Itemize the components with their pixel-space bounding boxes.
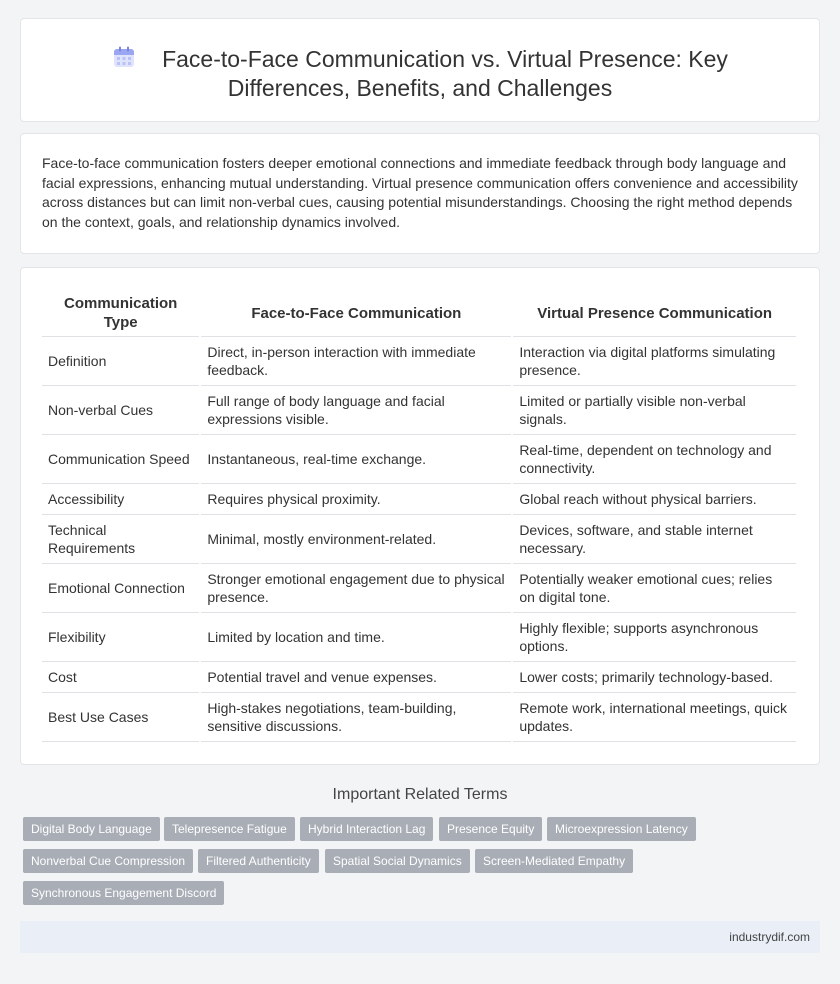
calendar-icon xyxy=(112,45,136,69)
table-row xyxy=(42,385,797,434)
face-to-face-cell: Instantaneous, real-time exchange. xyxy=(200,434,512,483)
face-to-face-cell: Potential travel and venue expenses. xyxy=(200,661,512,692)
virtual-cell: Lower costs; primarily technology-based. xyxy=(512,661,797,692)
related-term-tag[interactable]: Spatial Social Dynamics xyxy=(325,849,470,873)
face-to-face-cell: Full range of body language and facial expressions visible. xyxy=(200,385,512,434)
virtual-cell: Highly flexible; supports asynchronous options. xyxy=(512,612,797,661)
related-terms-title: Important Related Terms xyxy=(332,786,508,803)
header-face-to-face: Face-to-Face Communication xyxy=(200,291,512,336)
face-to-face-cell: Minimal, mostly environment-related. xyxy=(200,514,512,563)
related-term-tag[interactable]: Hybrid Interaction Lag xyxy=(300,817,433,841)
face-to-face-cell: Direct, in-person interaction with immediate feedback. xyxy=(200,336,512,385)
row-label: Accessibility xyxy=(42,483,200,514)
row-label: Emotional Connection xyxy=(42,563,200,612)
face-to-face-cell: High-stakes negotiations, team-building, sensitive discussions. xyxy=(200,692,512,741)
virtual-cell: Potentially weaker emotional cues; relies on digital tone. xyxy=(512,563,797,612)
comparison-table-card xyxy=(20,267,820,765)
row-label: Definition xyxy=(42,336,200,385)
table-row xyxy=(42,612,797,661)
row-label: Technical Requirements xyxy=(42,514,200,563)
row-label: Cost xyxy=(42,661,200,692)
footer-site-name[interactable]: industrydif.com xyxy=(729,930,810,944)
page-title: Face-to-Face Communication vs. Virtual Presence: Key Differences, Benefits, and Challenges xyxy=(162,46,728,101)
related-term-tag[interactable]: Filtered Authenticity xyxy=(198,849,319,873)
virtual-cell: Real-time, dependent on technology and connectivity. xyxy=(512,434,797,483)
face-to-face-cell: Requires physical proximity. xyxy=(200,483,512,514)
table-header-row xyxy=(42,291,797,336)
comparison-table xyxy=(42,291,798,742)
table-row xyxy=(42,336,797,385)
header-virtual-presence: Virtual Presence Communication xyxy=(512,291,797,336)
row-label: Communication Speed xyxy=(42,434,200,483)
table-row xyxy=(42,692,797,741)
related-term-tag[interactable]: Synchronous Engagement Discord xyxy=(23,881,224,905)
related-term-tag[interactable]: Presence Equity xyxy=(439,817,542,841)
face-to-face-cell: Limited by location and time. xyxy=(200,612,512,661)
virtual-cell: Devices, software, and stable internet necessary. xyxy=(512,514,797,563)
intro-text: Face-to-face communication fosters deeper emotional connections and immediate feedback through body language and facial expressions, enhancing mutual understanding. Virtual presence communication offers convenience and accessibility across distances but can limit non-verbal cues, causing potential misunderstandings. Choosing the right method depends on the context, goals, and relationship dynamics involved. xyxy=(42,155,798,230)
face-to-face-cell: Stronger emotional engagement due to physical presence. xyxy=(200,563,512,612)
row-label: Flexibility xyxy=(42,612,200,661)
related-term-tag[interactable]: Nonverbal Cue Compression xyxy=(23,849,193,873)
footer xyxy=(20,921,820,953)
related-term-tag[interactable]: Telepresence Fatigue xyxy=(164,817,295,841)
related-term-tag[interactable]: Microexpression Latency xyxy=(547,817,696,841)
row-label: Best Use Cases xyxy=(42,692,200,741)
table-row xyxy=(42,483,797,514)
table-row xyxy=(42,563,797,612)
title-card xyxy=(20,18,820,122)
row-label: Non-verbal Cues xyxy=(42,385,200,434)
virtual-cell: Interaction via digital platforms simulating presence. xyxy=(512,336,797,385)
page-title-wrap xyxy=(21,45,819,103)
intro-card xyxy=(20,133,820,254)
header-communication-type: Communication Type xyxy=(42,291,200,336)
virtual-cell: Limited or partially visible non-verbal signals. xyxy=(512,385,797,434)
table-row xyxy=(42,514,797,563)
virtual-cell: Remote work, international meetings, quick updates. xyxy=(512,692,797,741)
table-row xyxy=(42,434,797,483)
virtual-cell: Global reach without physical barriers. xyxy=(512,483,797,514)
table-row xyxy=(42,661,797,692)
related-term-tag[interactable]: Digital Body Language xyxy=(23,817,160,841)
related-term-tag[interactable]: Screen-Mediated Empathy xyxy=(475,849,633,873)
